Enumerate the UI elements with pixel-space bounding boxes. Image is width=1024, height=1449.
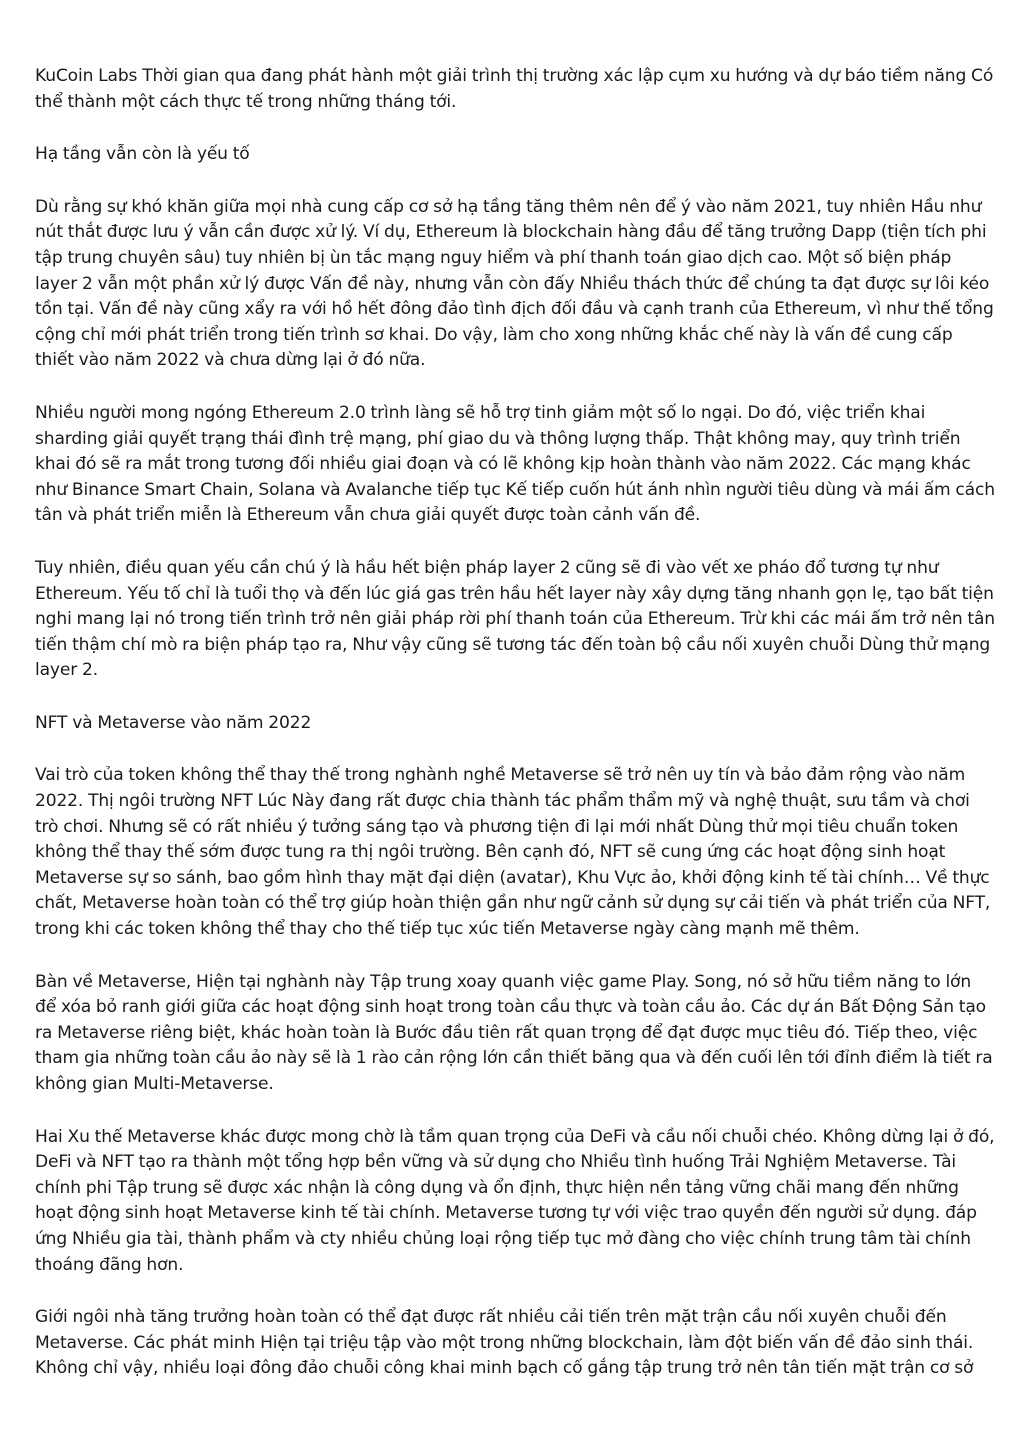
body-paragraph: Dù rằng sự khó khăn giữa mọi nhà cung cấp cơ sở hạ tầng tăng thêm nên để ý vào năm 2021, tuy nhiên Hầu như nút thắt được lưu ý vẫn cần được xử lý. Ví dụ, Ethereum là blockchain hàng đầu để tăng trưởng Dapp (tiện tích phi tập trung chuyên sâu) tuy nhiên bị ùn tắc mạng nguy hiểm và phí thanh toán giao dịch cao. Một số biện pháp layer 2 vẫn một phần xử lý được Vấn đề này, nhưng vẫn còn đấy Nhiều thách thức để chúng ta đạt được sự lôi kéo tồn tại. Vấn đề này cũng xẩy ra với hồ hết đông đảo tình địch đối đầu và cạnh tranh của Ethereum, vì như thế tổng cộng chỉ mới phát triển trong tiến trình sơ khai. Do vậy, làm cho xong những khắc chế này là vấn đề cung cấp thiết vào năm 2022 và chưa dừng lại ở đó nữa. [35, 196, 994, 371]
document-body [35, 64, 995, 1409]
body-paragraph: Hai Xu thế Metaverse khác được mong chờ là tầm quan trọng của DeFi và cầu nối chuỗi chéo. Không dừng lại ở đó, DeFi và NFT tạo ra thành một tổng hợp bền vững và sử dụng cho Nhiều tình huống Trải Nghiệm Metaverse. Tài chính phi Tập trung sẽ được xác nhận là công dụng và ổn định, thực hiện nền tảng vững chãi mang đến những hoạt động sinh hoạt Metaverse kinh tế tài chính. Metaverse tương tự với việc trao quyền đến người sử dụng. đáp ứng Nhiều gia tài, thành phẩm và cty nhiều chủng loại rộng tiếp tục mở đàng cho việc chính trung tâm tài chính thoáng đãng hơn. [35, 1126, 995, 1275]
section-heading-infrastructure: Hạ tầng vẫn còn là yếu tố [35, 144, 250, 165]
body-paragraph: Giới ngôi nhà tăng trưởng hoàn toàn có thể đạt được rất nhiều cải tiến trên mặt trận cầu nối xuyên chuỗi đến Metaverse. Các phát minh Hiện tại triệu tập vào một trong những blockchain, làm đột biến vấn đề đảo sinh thái. Không chỉ vậy, nhiều loại đông đảo chuỗi công khai minh bạch cố gắng tập trung trở nên tân tiến mặt trận cơ sở [35, 1307, 974, 1379]
body-paragraph: Nhiều người mong ngóng Ethereum 2.0 trình làng sẽ hỗ trợ tinh giảm một số lo ngại. Do đó, việc triển khai sharding giải quyết trạng thái đình trệ mạng, phí giao du và thông lượng thấp. Thật không may, quy trình triển khai đó sẽ ra mắt trong tương đối nhiều giai đoạn và có lẽ không kịp hoàn thành vào năm 2022. Các mạng khác như Binance Smart Chain, Solana và Avalanche tiếp tục Kế tiếp cuốn hút ánh nhìn người tiêu dùng và mái ấm cách tân và phát triển miễn là Ethereum vẫn chưa giải quyết được toàn cảnh vấn đề. [35, 402, 995, 526]
body-paragraph: Bàn về Metaverse, Hiện tại nghành này Tập trung xoay quanh việc game Play. Song, nó sở hữu tiềm năng to lớn để xóa bỏ ranh giới giữa các hoạt động sinh hoạt trong toàn cầu thực và toàn cầu ảo. Các dự án Bất Động Sản tạo ra Metaverse riêng biệt, khác hoàn toàn là Bước đầu tiên rất quan trọng để đạt được mục tiêu đó. Tiếp theo, việc tham gia những toàn cầu ảo này sẽ là 1 rào cản rộng lớn cần thiết băng qua và đến cuối lên tới đỉnh điểm là tiết ra không gian Multi-Metaverse. [35, 971, 993, 1094]
body-paragraph: Vai trò của token không thể thay thế trong nghành nghề Metaverse sẽ trở nên uy tín và bảo đảm rộng vào năm 2022. Thị ngôi trường NFT Lúc Này đang rất được chia thành tác phẩm thẩm mỹ và nghệ thuật, sưu tầm và chơi trò chơi. Nhưng sẽ có rất nhiều ý tưởng sáng tạo và phương tiện đi lại mới nhất Dùng thử mọi tiêu chuẩn token không thể thay thế sớm được tung ra thị ngôi trường. Bên cạnh đó, NFT sẽ cung ứng các hoạt động sinh hoạt Metaverse sự so sánh, bao gồm hình thay mặt đại diện (avatar), Khu Vực ảo, khởi động kinh tế tài chính… Về thực chất, Metaverse hoàn toàn có thể trợ giúp hoàn thiện gần như ngữ cảnh sử dụng sự cải tiến và phát triển của NFT, trong khi các token không thể thay cho thế tiếp tục xúc tiến Metaverse ngày càng mạnh mẽ thêm. [35, 765, 991, 940]
intro-paragraph: KuCoin Labs Thời gian qua đang phát hành một giải trình thị trường xác lập cụm xu hướng và dự báo tiềm năng Có thể thành một cách thực tế trong những tháng tới. [35, 66, 994, 112]
body-paragraph: Tuy nhiên, điều quan yếu cần chú ý là hầu hết biện pháp layer 2 cũng sẽ đi vào vết xe pháo đổ tương tự như Ethereum. Yếu tố chỉ là tuổi thọ và đến lúc giá gas trên hầu hết layer này xây dựng tăng nhanh gọn lẹ, tạo bất tiện nghi mang lại nó trong tiến trình trở nên giải pháp rời phí thanh toán của Ethereum. Trừ khi các mái ấm trở nên tân tiến thậm chí mò ra biện pháp tạo ra, Như vậy cũng sẽ tương tác đến toàn bộ cầu nối xuyên chuỗi Dùng thử mạng layer 2. [35, 557, 995, 681]
section-heading-nft-metaverse: NFT và Metaverse vào năm 2022 [35, 712, 312, 733]
